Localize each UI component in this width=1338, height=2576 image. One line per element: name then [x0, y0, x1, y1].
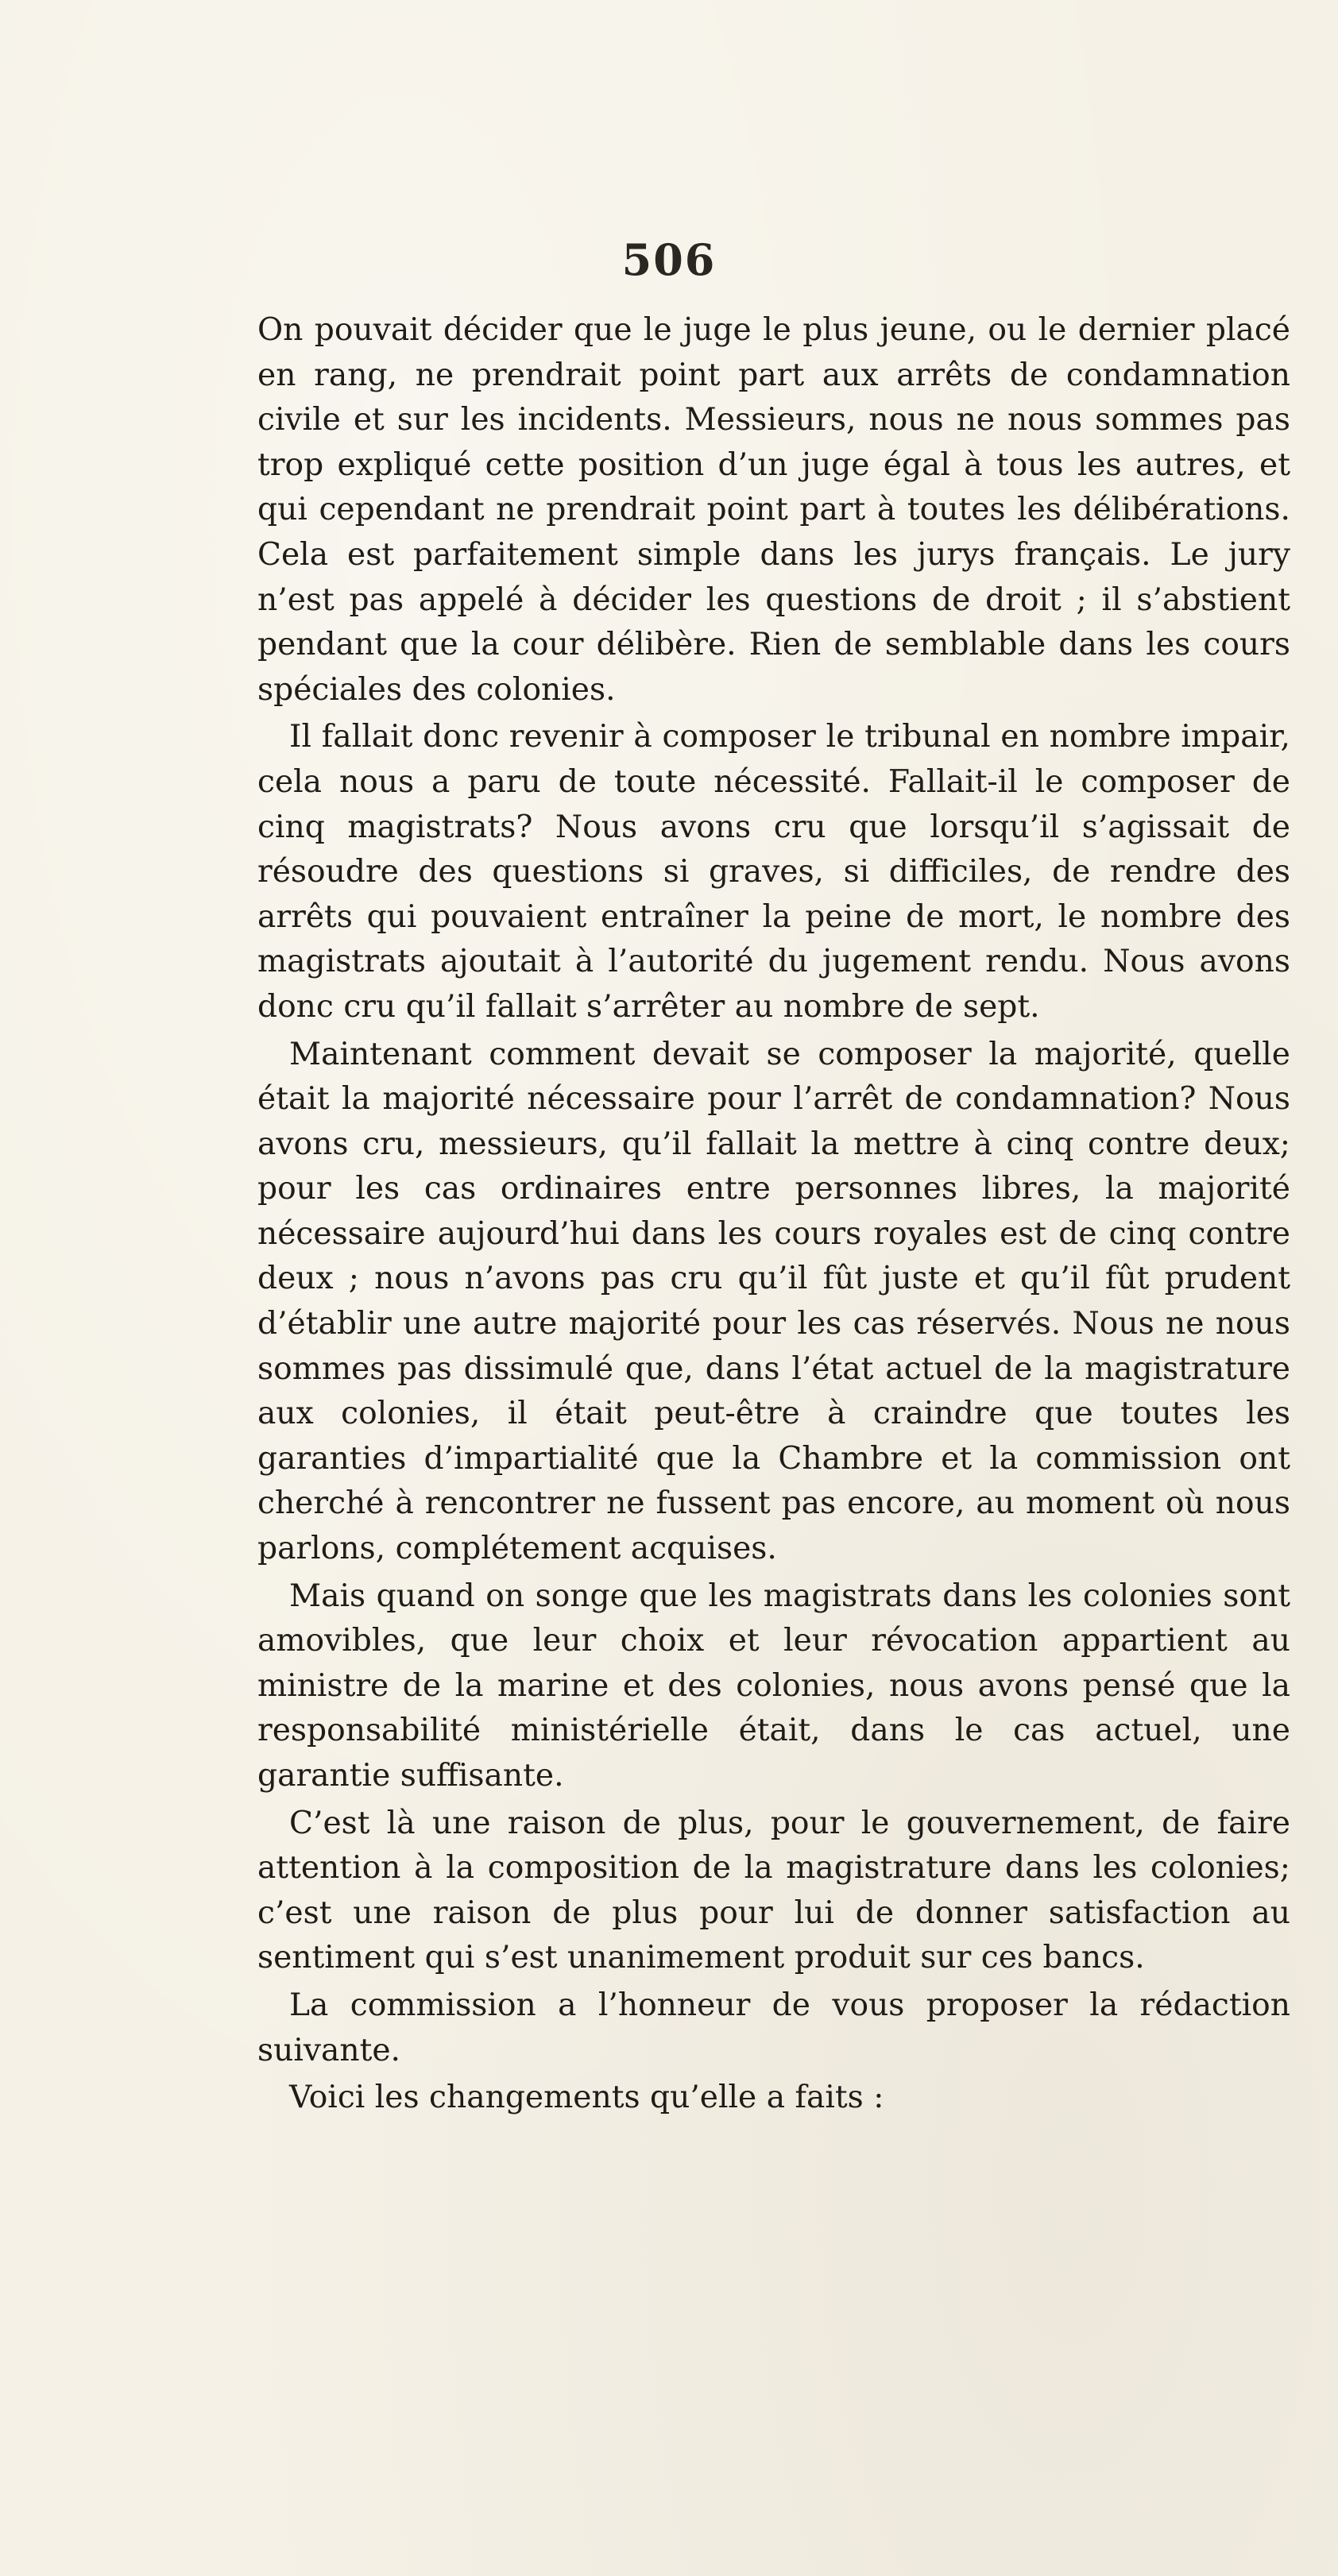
paragraph-6: La commission a l’honneur de vous proposer la rédaction suivante. — [257, 1987, 1290, 2068]
page-number: 506 — [621, 234, 717, 285]
paragraph-2: Il fallait donc revenir à composer le tribunal en nombre impair, cela nous a paru de toute nécessité. Fallait-il le composer de cinq magistrats? Nous avons cru que lorsqu’il s’agissait de résoudre des questions si graves, si difficiles, de rendre des arrêts qui pouvaient entraîner la peine de mort, le nombre des magistrats ajoutait à l’autorité du jugement rendu. Nous avons donc cru qu’il fallait s’arrêter au nombre de sept. — [257, 719, 1290, 1025]
body-text — [257, 308, 1290, 2121]
paragraph-5: C’est là une raison de plus, pour le gouvernement, de faire attention à la composition de la magistrature dans les colonies; c’est une raison de plus pour lui de donner satisfaction au sentiment qui s’est unanimement produit sur ces bancs. — [257, 1805, 1290, 1976]
paragraph-1: On pouvait décider que le juge le plus jeune, ou le dernier placé en rang, ne prendrait point part aux arrêts de condamnation civile et sur les incidents. Messieurs, nous ne nous sommes pas trop expliqué cette position d’un juge égal à tous les autres, et qui cependant ne prendrait point part à toutes les délibérations. Cela est parfaitement simple dans les jurys français. Le jury n’est pas appelé à décider les questions de droit ; il s’abstient pendant que la cour délibère. Rien de semblable dans les cours spéciales des colonies. — [257, 312, 1290, 708]
paragraph-7: Voici les changements qu’elle a faits : — [289, 2080, 884, 2116]
paragraph-3: Maintenant comment devait se composer la majorité, quelle était la majorité nécessaire pour l’arrêt de condamnation? Nous avons cru, messieurs, qu’il fallait la mettre à cinq contre deux; pour les cas ordinaires entre personnes libres, la majorité nécessaire aujourd’hui dans les cours royales est de cinq contre deux ; nous n’avons pas cru qu’il fût juste et qu’il fût prudent d’établir une autre majorité pour les cas réservés. Nous ne nous sommes pas dissimulé que, dans l’état actuel de la magistrature aux colonies, il était peut-être à craindre que toutes les garanties d’impartialité que la Chambre et la commission ont cherché à rencontrer ne fussent pas encore, au moment où nous parlons, complétement acquises. — [257, 1036, 1290, 1567]
paragraph-4: Mais quand on songe que les magistrats dans les colonies sont amovibles, que leur choix et leur révocation appartient au ministre de la marine et des colonies, nous avons pensé que la responsabilité ministérielle était, dans le cas actuel, une garantie suffisante. — [257, 1578, 1290, 1794]
